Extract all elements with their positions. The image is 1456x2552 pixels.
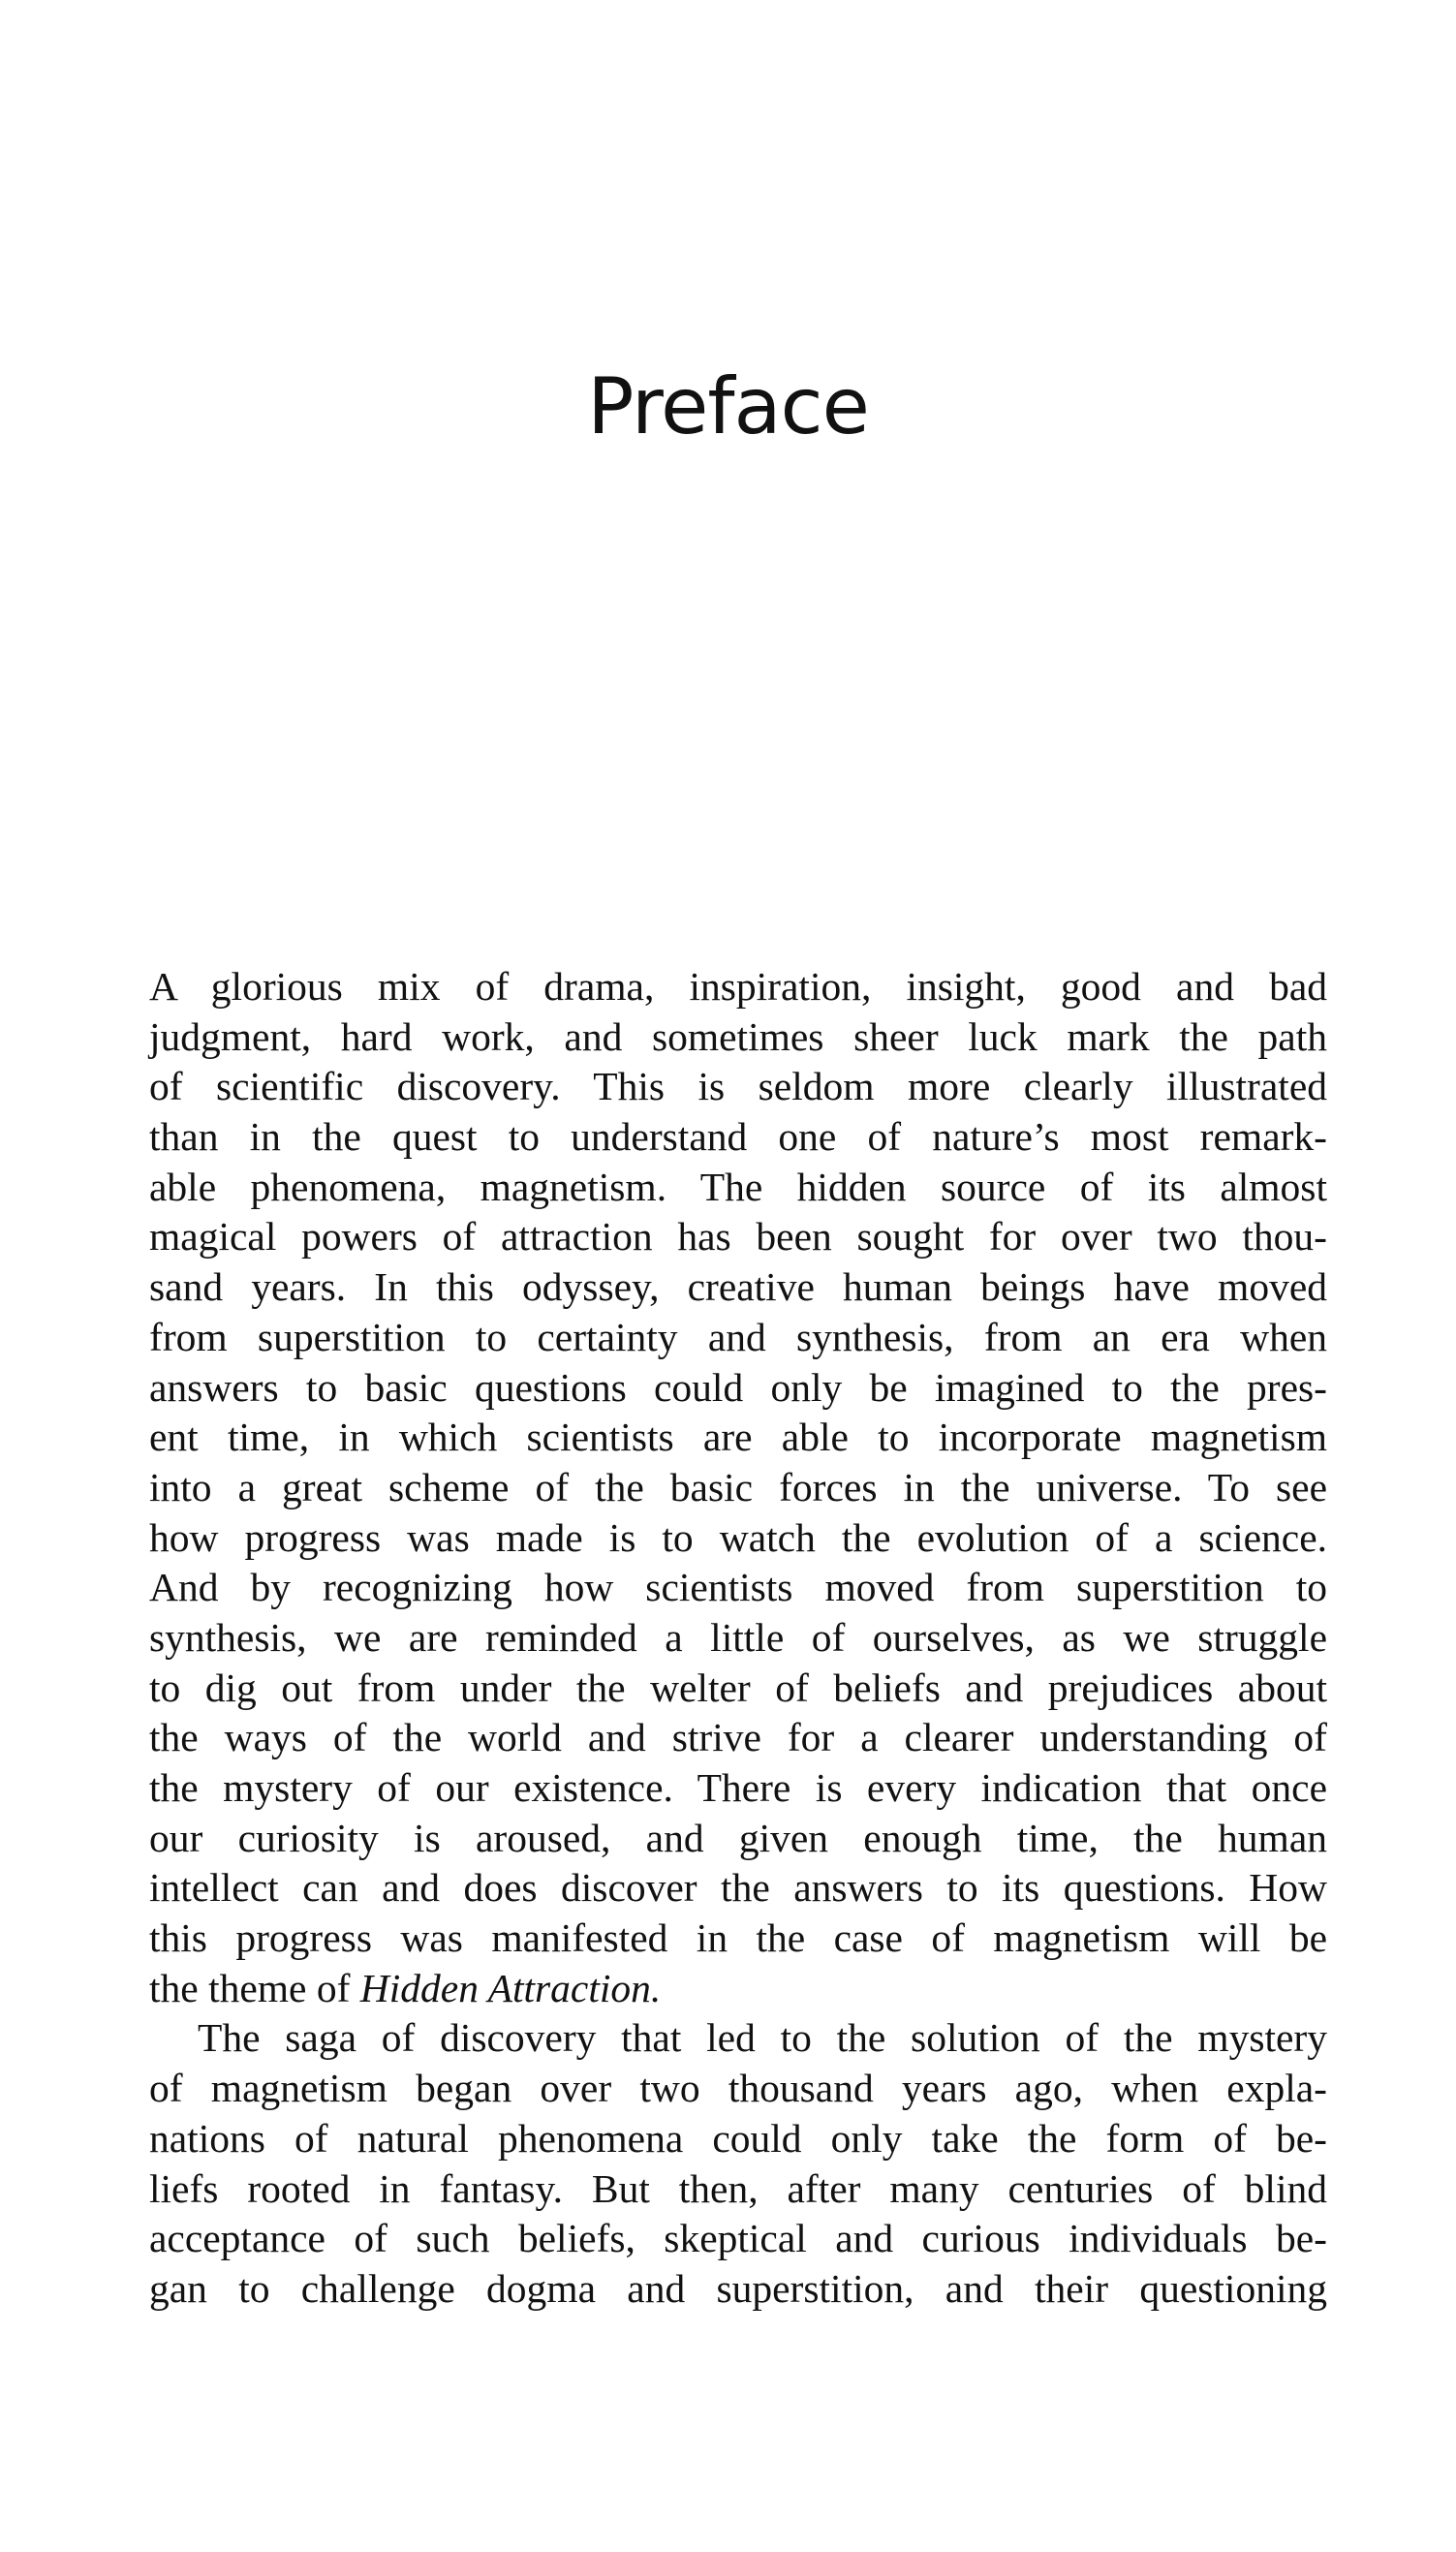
text-line-last (149, 1964, 1327, 2014)
text-line-prefix: the theme of (149, 1965, 360, 2010)
text-line: synthesis, we are reminded a little of ourselves, as we struggle (149, 1614, 1327, 1660)
text-line: sand years. In this odyssey, creative human beings have moved (149, 1264, 1327, 1310)
text-line: the mystery of our existence. There is every indication that once (149, 1765, 1327, 1810)
body-text (149, 962, 1327, 2315)
book-title-italic: Hidden Attraction. (359, 1965, 662, 2010)
text-line: magical powers of attraction has been sought for over two thou- (149, 1214, 1327, 1260)
text-line: than in the quest to understand one of nature’s most remark- (149, 1114, 1327, 1160)
text-line: acceptance of such beliefs, skeptical and curious individuals be- (149, 2216, 1327, 2261)
text-line: of scientific discovery. This is seldom more clearly illustrated (149, 1064, 1327, 1109)
page-title: Preface (587, 361, 869, 451)
text-line: of magnetism began over two thousand years ago, when expla- (149, 2066, 1327, 2111)
text-line: how progress was made is to watch the evolution of a science. (149, 1514, 1327, 1560)
text-line: our curiosity is aroused, and given enough time, the human (149, 1815, 1327, 1860)
text-line: gan to challenge dogma and superstition, and their questioning (149, 2265, 1327, 2311)
paragraph-2 (149, 2013, 1327, 2314)
text-line: nations of natural phenomena could only take the form of be- (149, 2115, 1327, 2161)
text-line: And by recognizing how scientists moved from superstition to (149, 1565, 1327, 1610)
text-line: able phenomena, magnetism. The hidden source of its almost (149, 1164, 1327, 1209)
text-line: ent time, in which scientists are able to incorporate magnetism (149, 1415, 1327, 1460)
text-line: intellect can and does discover the answers to its questions. How (149, 1865, 1327, 1911)
text-line: from superstition to certainty and synthesis, from an era when (149, 1314, 1327, 1359)
text-line: A glorious mix of drama, inspiration, insight, good and bad (149, 964, 1327, 1009)
paragraph-1 (149, 962, 1327, 2013)
text-line: to dig out from under the welter of beliefs and prejudices about (149, 1665, 1327, 1710)
text-line: answers to basic questions could only be imagined to the pres- (149, 1364, 1327, 1410)
text-line: into a great scheme of the basic forces in the universe. To see (149, 1464, 1327, 1509)
text-line: the ways of the world and strive for a clearer understanding of (149, 1715, 1327, 1760)
text-line: liefs rooted in fantasy. But then, after many centuries of blind (149, 2165, 1327, 2211)
text-line: this progress was manifested in the case of magnetism will be (149, 1915, 1327, 1961)
text-line: The saga of discovery that led to the solution of the mystery (198, 2015, 1327, 2061)
text-line: judgment, hard work, and sometimes sheer luck mark the path (149, 1013, 1327, 1059)
